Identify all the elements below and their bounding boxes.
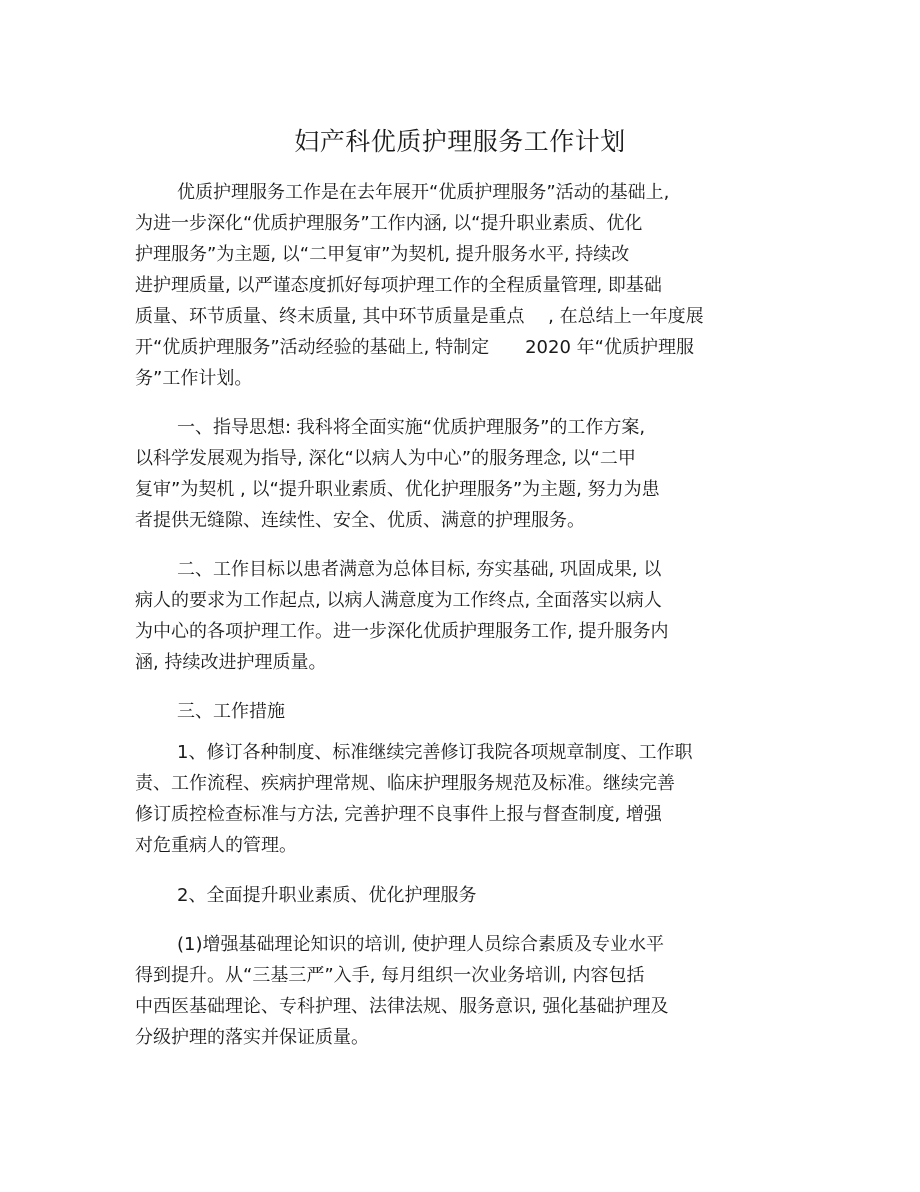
paragraph-guiding-ideology (135, 412, 775, 536)
section-heading-work-measures (135, 696, 775, 727)
text-line: 务”工作计划。 (135, 368, 253, 389)
text-line: 三、工作措施 (177, 701, 285, 722)
text-line: 对危重病人的管理。 (135, 835, 297, 856)
paragraph-intro (135, 177, 775, 394)
text-line: 护理服务”为主题, 以“二甲复审”为契机, 提升服务水平, 持续改 (135, 244, 630, 265)
text-line: (1)增强基础理论知识的培训, 使护理人员综合素质及专业水平 (177, 934, 664, 955)
paragraph-work-goals (135, 554, 775, 678)
text-line: 开“优质护理服务”活动经验的基础上, 特制定 2020 年“优质护理服 (135, 337, 694, 358)
text-line: 病人的要求为工作起点, 以病人满意度为工作终点, 全面落实以病人 (135, 590, 662, 611)
text-line: 二、工作目标以患者满意为总体目标, 夯实基础, 巩固成果, 以 (177, 559, 662, 580)
text-line: 一、指导思想: 我科将全面实施“优质护理服务”的工作方案, (177, 417, 646, 438)
document-title: 妇产科优质护理服务工作计划 (294, 127, 626, 156)
text-line: 得到提升。从“三基三严”入手, 每月组织一次业务培训, 内容包括 (135, 965, 645, 986)
text-line: 1、修订各种制度、标准继续完善修订我院各项规章制度、工作职 (177, 742, 693, 763)
text-line: 涵, 持续改进护理质量。 (135, 652, 327, 673)
text-line: 修订质控检查标准与方法, 完善护理不良事件上报与督查制度, 增强 (135, 804, 662, 825)
text-line: 为进一步深化“优质护理服务”工作内涵, 以“提升职业素质、优化 (135, 213, 643, 234)
text-line: 分级护理的落实并保证质量。 (135, 1027, 369, 1048)
text-line: 以科学发展观为指导, 深化“以病人为中心”的服务理念, 以“二甲 (135, 448, 636, 469)
paragraph-measure-1 (135, 737, 775, 861)
section-heading-measure-2 (135, 880, 775, 911)
text-line: 进护理质量, 以严谨态度抓好每项护理工作的全程质量管理, 即基础 (135, 275, 662, 296)
text-line: 责、工作流程、疾病护理常规、临床护理服务规范及标准。继续完善 (135, 773, 675, 794)
text-line: 为中心的各项护理工作。进一步深化优质护理服务工作, 提升服务内 (135, 621, 669, 642)
text-line: 2、全面提升职业素质、优化护理服务 (177, 885, 477, 906)
text-line: 复审”为契机 , 以“提升职业素质、优化护理服务”为主题, 努力为患 (135, 479, 660, 500)
text-line: 优质护理服务工作是在去年展开“优质护理服务”活动的基础上, (177, 182, 670, 203)
text-line: 质量、环节质量、终末质量, 其中环节质量是重点 , 在总结上一年度展 (135, 306, 704, 327)
text-line: 者提供无缝隙、连续性、安全、优质、满意的护理服务。 (135, 510, 585, 531)
text-line: 中西医基础理论、专科护理、法律法规、服务意识, 强化基础护理及 (135, 996, 669, 1017)
paragraph-measure-2-1 (135, 929, 775, 1053)
